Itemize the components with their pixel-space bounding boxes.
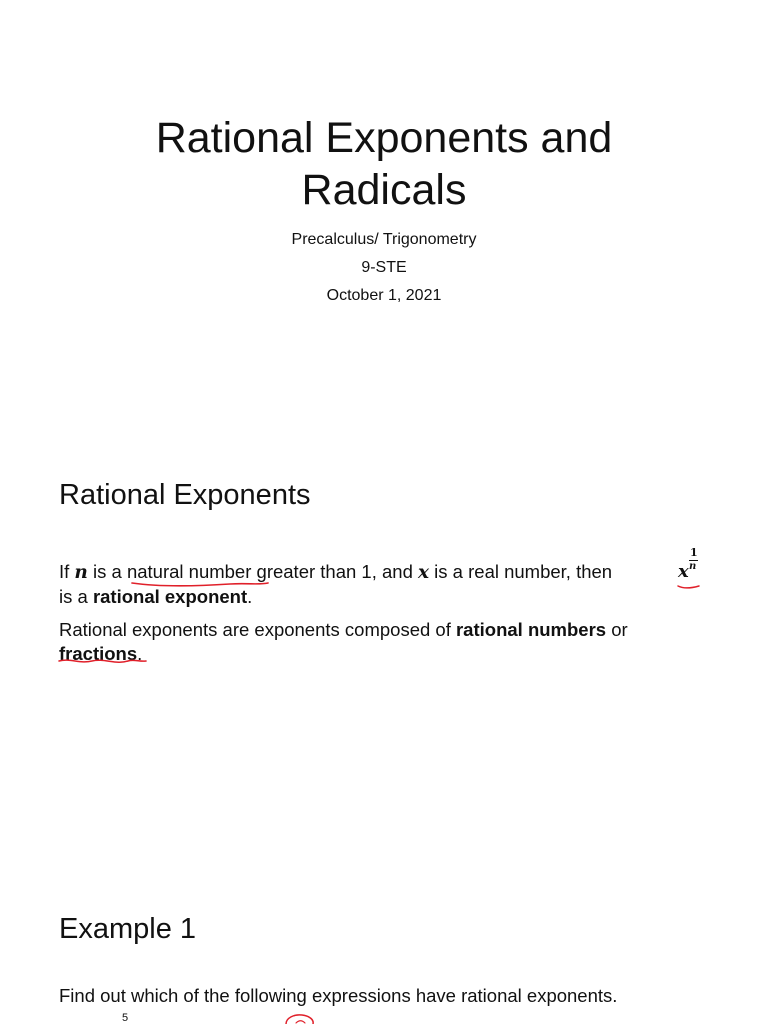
course-name: Precalculus/ Trigonometry (291, 231, 477, 248)
expr-base: x (678, 561, 689, 582)
fractions-term: fractions (59, 643, 138, 664)
rational-exponent-term: rational exponent (92, 586, 248, 607)
definition-text: is a real number, then (429, 561, 613, 582)
variable-n: n (74, 562, 88, 583)
x-power-one-over-n (678, 547, 700, 581)
definition-text: is a (87, 561, 127, 582)
variable-x: x (418, 562, 430, 583)
definition-text: . (247, 586, 253, 607)
rational-numbers-term: rational numbers (455, 619, 607, 640)
natural-number-phrase: natural number (126, 561, 252, 582)
section-name: 9-STE (361, 259, 407, 276)
explanation-text: or (606, 619, 628, 640)
expr-denominator: n (689, 561, 697, 572)
circle-mark-inner (296, 1021, 305, 1023)
definition-text: greater than 1, and (251, 561, 419, 582)
explanation-text: . (137, 643, 143, 664)
partial-exponent: 5 (122, 1012, 129, 1024)
definition-paragraph (59, 560, 719, 609)
explanation-text: Rational exponents are exponents composed of (59, 619, 456, 640)
expr-numerator: 1 (690, 546, 698, 559)
circle-mark (286, 1015, 313, 1024)
definition-text: If (59, 561, 75, 582)
rational-exponents-heading: Rational Exponents (59, 479, 311, 511)
example-1-heading: Example 1 (59, 913, 197, 945)
explanation-paragraph (59, 618, 719, 666)
title-line-2: Radicals (301, 166, 467, 214)
definition-text: is a (59, 586, 93, 607)
title-line-1: Rational Exponents and (155, 114, 613, 162)
slide-title (84, 112, 684, 216)
lecture-date: October 1, 2021 (326, 287, 442, 304)
example-instruction: Find out which of the following expressions have rational exponents. (59, 985, 618, 1006)
